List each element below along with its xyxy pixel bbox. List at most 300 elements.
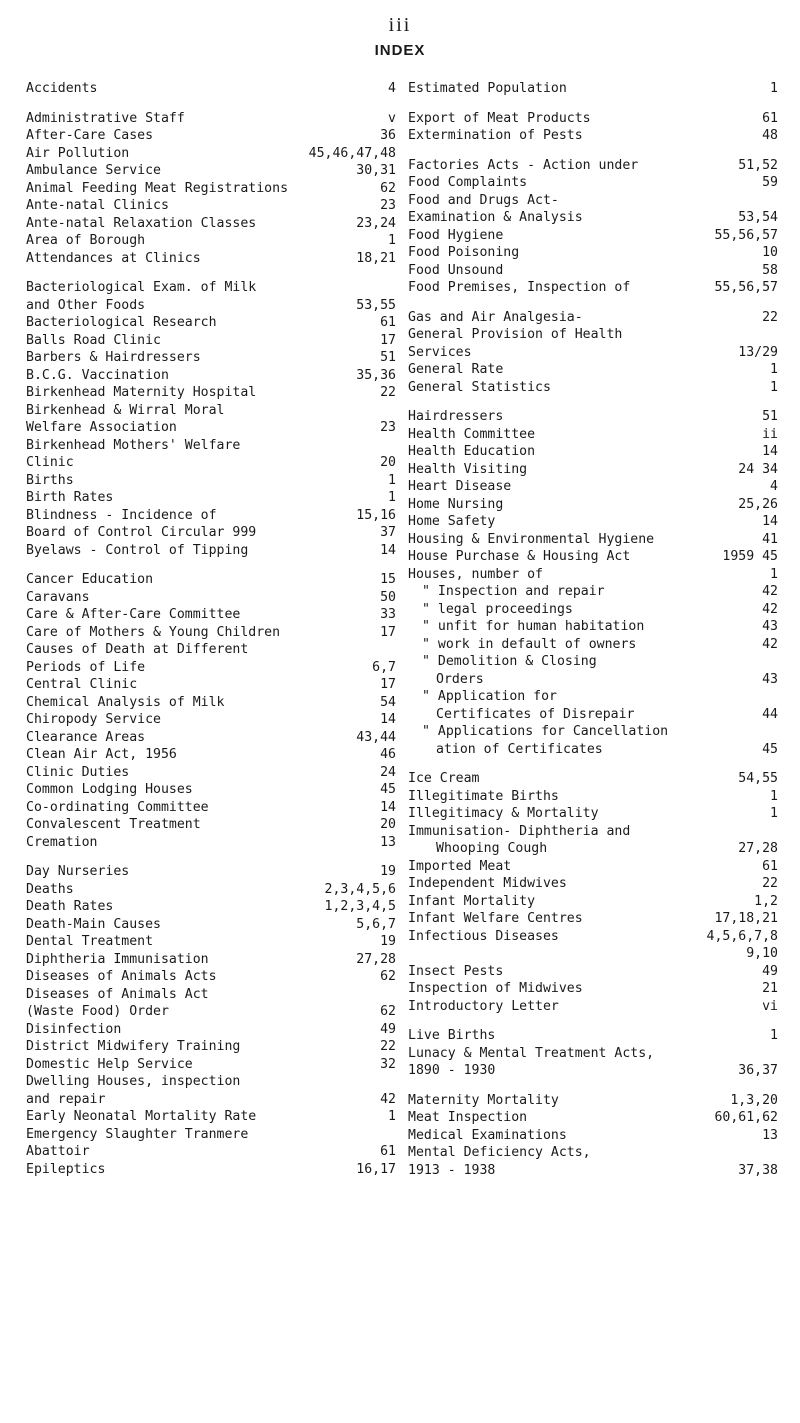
- index-entry-label: Maternity Mortality: [408, 1092, 559, 1108]
- index-entry: [408, 653, 778, 671]
- index-entry-label: Cancer Education: [26, 572, 154, 587]
- index-entry: [408, 262, 778, 280]
- index-entry-label: Introductory Letter: [408, 998, 559, 1014]
- index-entry-pages: 1: [770, 788, 778, 804]
- index-entry-label: " Inspection and repair: [422, 584, 605, 599]
- index-entry-label: Bacteriological Research: [26, 315, 217, 330]
- index-entry-label: Clearance Areas: [26, 729, 146, 745]
- index-entry: [26, 145, 396, 163]
- index-entry-label: Infant Mortality: [408, 893, 536, 909]
- index-entry: [408, 770, 778, 788]
- index-entry-label: Immunisation- Diphtheria and: [408, 823, 631, 839]
- index-entry: [408, 513, 778, 531]
- index-entry: [26, 641, 396, 659]
- index-entry-label: " work in default of owners: [422, 636, 637, 652]
- index-entry: [26, 367, 396, 385]
- index-entry: [26, 1038, 396, 1056]
- index-entry-pages: 42: [762, 584, 778, 599]
- index-entry-label: Bacteriological Exam. of Milk: [26, 280, 257, 295]
- index-entry: [408, 910, 778, 928]
- index-entry-pages: 23,24: [356, 215, 396, 231]
- index-entry-label: Diseases of Animals Act: [26, 986, 209, 1002]
- index-entry-label: Causes of Death at Different: [26, 642, 249, 657]
- index-entry-pages: 22: [762, 309, 778, 325]
- index-entry-label: General Statistics: [408, 379, 551, 395]
- index-entry: [408, 858, 778, 876]
- index-entry-pages: 30,31: [356, 163, 396, 178]
- index-entry: [408, 805, 778, 823]
- index-entry-label: Emergency Slaughter Tranmere: [26, 1126, 249, 1142]
- index-entry-pages: vi: [762, 998, 778, 1014]
- index-entry: [26, 729, 396, 747]
- index-entry-label: Barbers & Hairdressers: [26, 350, 201, 365]
- index-entry-label: 1890 - 1930: [408, 1063, 496, 1078]
- index-entry: [26, 162, 396, 180]
- index-entry: [26, 250, 396, 268]
- index-entry-pages: 32: [380, 1056, 396, 1072]
- index-entry: [408, 1127, 778, 1145]
- index-entry: [408, 840, 778, 858]
- section-gap: [26, 559, 396, 571]
- index-entry: [26, 472, 396, 490]
- index-entry: [408, 279, 778, 297]
- index-entry-pages: 1: [770, 1028, 778, 1043]
- index-entry-pages: 27,28: [356, 951, 396, 967]
- index-entry-pages: 1,2,3,4,5: [324, 899, 396, 914]
- index-entry-label: General Provision of Health: [408, 327, 623, 342]
- index-entry-pages: 24 34: [738, 461, 778, 477]
- index-entry: [408, 244, 778, 262]
- index-entry: [26, 816, 396, 834]
- index-entry-label: Ante-natal Relaxation Classes: [26, 215, 257, 231]
- index-entry: [408, 1162, 778, 1180]
- index-entry-pages: 22: [380, 385, 396, 400]
- index-entry: [408, 478, 778, 496]
- index-entry-label: ation of Certificates: [436, 741, 603, 757]
- index-entry: [408, 945, 778, 963]
- index-entry-pages: 49: [762, 963, 778, 979]
- index-entry-label: Services: [408, 344, 472, 360]
- index-entry: [26, 279, 396, 297]
- index-entry: [408, 583, 778, 601]
- index-entry-pages: 10: [762, 245, 778, 260]
- index-entry-label: Meat Inspection: [408, 1110, 528, 1125]
- index-entry-label: Food Unsound: [408, 262, 504, 278]
- index-entry-pages: 27,28: [738, 841, 778, 856]
- index-entry-pages: 17,18,21: [714, 911, 778, 926]
- index-entry-pages: 14: [380, 712, 396, 727]
- index-entry-pages: 45: [762, 741, 778, 757]
- index-entry-label: Dwelling Houses, inspection: [26, 1074, 241, 1089]
- index-entry-label: Extermination of Pests: [408, 128, 583, 143]
- section-gap: [26, 267, 396, 279]
- index-entry-pages: 13: [380, 834, 396, 850]
- index-entry-pages: 45,46,47,48: [308, 145, 396, 161]
- index-entry-label: Diseases of Animals Acts: [26, 969, 217, 984]
- index-entry-pages: 62: [380, 180, 396, 196]
- index-entry-label: Chiropody Service: [26, 712, 161, 727]
- index-entry-label: Accidents: [26, 81, 98, 96]
- index-entry: [26, 799, 396, 817]
- index-entry: [26, 951, 396, 969]
- index-entry-pages: 4,5,6,7,8: [706, 928, 778, 944]
- index-entry-pages: 4: [770, 479, 778, 494]
- index-entry: [408, 408, 778, 426]
- index-entry: [26, 898, 396, 916]
- index-entry-pages: 9,10: [746, 946, 778, 961]
- index-entry-label: Infant Welfare Centres: [408, 911, 583, 926]
- index-entry-label: Common Lodging Houses: [26, 782, 193, 797]
- index-entry-pages: 55,56,57: [714, 280, 778, 295]
- index-entry: [26, 764, 396, 782]
- index-entry: [26, 1073, 396, 1091]
- index-entry: [408, 443, 778, 461]
- index-entry-pages: 14: [762, 444, 778, 459]
- index-entry-label: Early Neonatal Mortality Rate: [26, 1109, 257, 1124]
- index-entry: [408, 741, 778, 759]
- index-entry: [26, 606, 396, 624]
- index-entry: [408, 531, 778, 549]
- section-gap: [408, 297, 778, 309]
- index-entry: [408, 566, 778, 584]
- index-entry-label: Blindness - Incidence of: [26, 507, 217, 523]
- index-entry: [26, 694, 396, 712]
- index-entry-label: Mental Deficiency Acts,: [408, 1145, 591, 1160]
- index-entry-label: Periods of Life: [26, 659, 146, 675]
- index-entry-pages: 61: [380, 315, 396, 330]
- index-entry: [408, 1027, 778, 1045]
- index-entry: [408, 1062, 778, 1080]
- index-right-column: [408, 80, 778, 1179]
- index-entry: [408, 998, 778, 1016]
- page-number: iii: [388, 14, 412, 36]
- index-entry-label: Imported Meat: [408, 858, 512, 874]
- index-entry-label: Byelaws - Control of Tipping: [26, 542, 249, 558]
- page-title: INDEX: [374, 42, 426, 59]
- index-entry-pages: 15: [380, 572, 396, 587]
- index-entry-label: Births: [26, 472, 74, 488]
- index-entry-label: Infectious Diseases: [408, 928, 559, 944]
- index-entry: [408, 192, 778, 210]
- index-entry-label: Home Safety: [408, 514, 496, 529]
- index-entry-label: " legal proceedings: [422, 601, 573, 617]
- index-entry-label: Ice Cream: [408, 771, 480, 786]
- index-entry-pages: ii: [762, 426, 778, 442]
- index-entry: [408, 127, 778, 145]
- index-entry-label: Abattoir: [26, 1144, 90, 1159]
- index-entry-label: Co-ordinating Committee: [26, 799, 209, 815]
- index-entry: [26, 863, 396, 881]
- index-entry: [26, 332, 396, 350]
- index-entry: [26, 659, 396, 677]
- section-gap: [408, 758, 778, 770]
- index-entry-pages: 45: [380, 782, 396, 797]
- index-entry-label: Birth Rates: [26, 490, 114, 505]
- index-entry-label: 1913 - 1938: [408, 1162, 496, 1178]
- index-entry-label: Board of Control Circular 999: [26, 525, 257, 540]
- index-entry: [408, 1092, 778, 1110]
- index-entry: [408, 496, 778, 514]
- index-entry-pages: 2,3,4,5,6: [324, 881, 396, 897]
- index-entry: [408, 601, 778, 619]
- index-entry-pages: 62: [380, 969, 396, 984]
- index-entry: [408, 788, 778, 806]
- index-entry-pages: 53,55: [356, 297, 396, 313]
- index-entry-label: Live Births: [408, 1028, 496, 1043]
- index-entry-label: Whooping Cough: [436, 841, 548, 856]
- index-entry-pages: v: [388, 110, 396, 126]
- index-entry: [408, 893, 778, 911]
- index-entry-label: Illegitimacy & Mortality: [408, 806, 599, 821]
- index-entry-label: Care & After-Care Committee: [26, 607, 241, 622]
- index-entry-label: and Other Foods: [26, 297, 146, 313]
- index-entry-pages: 42: [380, 1091, 396, 1107]
- index-entry-pages: 59: [762, 175, 778, 190]
- index-entry-label: Health Committee: [408, 426, 536, 442]
- index-entry-pages: 41: [762, 531, 778, 547]
- index-entry-label: Lunacy & Mental Treatment Acts,: [408, 1045, 655, 1061]
- index-entry: [26, 1091, 396, 1109]
- index-entry: [26, 215, 396, 233]
- index-entry-pages: 54,55: [738, 771, 778, 786]
- index-entry-label: Houses, number of: [408, 566, 543, 582]
- index-entry-label: Food Poisoning: [408, 245, 520, 260]
- section-gap: [26, 98, 396, 110]
- index-entry-pages: 14: [380, 799, 396, 815]
- index-entry-label: Ante-natal Clinics: [26, 198, 169, 213]
- index-entry: [408, 706, 778, 724]
- index-entry-pages: 1: [770, 379, 778, 395]
- index-entry-label: Home Nursing: [408, 496, 504, 512]
- index-entry: [26, 232, 396, 250]
- index-entry-label: Diphtheria Immunisation: [26, 951, 209, 967]
- index-entry: [26, 110, 396, 128]
- index-entry: [408, 361, 778, 379]
- index-entry-pages: 50: [380, 589, 396, 605]
- index-entry: [26, 402, 396, 420]
- index-entry-label: Food Premises, Inspection of: [408, 280, 631, 295]
- index-entry-label: Independent Midwives: [408, 876, 567, 891]
- index-entry: [408, 461, 778, 479]
- index-entry-pages: 17: [380, 332, 396, 348]
- index-entry-label: Ambulance Service: [26, 163, 161, 178]
- index-entry: [26, 349, 396, 367]
- index-entry: [408, 980, 778, 998]
- index-entry-label: Insect Pests: [408, 963, 504, 979]
- index-entry-label: Animal Feeding Meat Registrations: [26, 180, 289, 196]
- index-entry-pages: 14: [380, 542, 396, 558]
- index-entry-label: Inspection of Midwives: [408, 981, 583, 996]
- index-entry-label: After-Care Cases: [26, 128, 154, 143]
- index-entry: [26, 524, 396, 542]
- index-entry-pages: 58: [762, 262, 778, 278]
- index-entry-label: Dental Treatment: [26, 934, 154, 949]
- index-entry-pages: 36,37: [738, 1063, 778, 1078]
- index-entry-pages: 14: [762, 514, 778, 529]
- index-entry-pages: 49: [380, 1021, 396, 1037]
- index-entry: [26, 437, 396, 455]
- index-entry-label: Care of Mothers & Young Children: [26, 624, 281, 640]
- index-entry-pages: 61: [762, 858, 778, 874]
- index-entry: [408, 157, 778, 175]
- index-entry-pages: 18,21: [356, 250, 396, 266]
- index-entry-label: Certificates of Disrepair: [436, 706, 635, 722]
- index-entry-pages: 1: [770, 362, 778, 377]
- index-entry: [408, 636, 778, 654]
- index-entry-label: " Applications for Cancellation: [422, 724, 669, 739]
- index-entry-pages: 43,44: [356, 729, 396, 745]
- index-entry-pages: 20: [380, 817, 396, 832]
- index-entry: [26, 571, 396, 589]
- index-entry-label: (Waste Food) Order: [26, 1004, 169, 1019]
- index-entry-pages: 1: [388, 1109, 396, 1124]
- index-entry-label: House Purchase & Housing Act: [408, 549, 631, 564]
- index-entry-pages: 33: [380, 607, 396, 622]
- index-entry: [408, 174, 778, 192]
- index-entry-label: Hairdressers: [408, 409, 504, 424]
- index-entry: [26, 834, 396, 852]
- index-entry-label: Food and Drugs Act-: [408, 192, 559, 208]
- index-entry: [26, 1161, 396, 1179]
- index-entry-pages: 51: [762, 409, 778, 424]
- index-entry-label: and repair: [26, 1091, 106, 1107]
- index-entry-pages: 62: [380, 1004, 396, 1019]
- index-entry-label: B.C.G. Vaccination: [26, 367, 169, 383]
- index-entry-pages: 15,16: [356, 507, 396, 523]
- index-entry: [26, 1056, 396, 1074]
- index-entry-pages: 16,17: [356, 1161, 396, 1177]
- index-entry: [26, 419, 396, 437]
- index-entry-pages: 42: [762, 601, 778, 617]
- index-entry-label: Cremation: [26, 834, 98, 850]
- index-entry-pages: 23: [380, 420, 396, 435]
- index-entry: [408, 379, 778, 397]
- index-entry-pages: 1,3,20: [730, 1092, 778, 1108]
- index-entry-pages: 60,61,62: [714, 1110, 778, 1125]
- index-entry-label: " Application for: [422, 689, 557, 704]
- index-entry: [26, 314, 396, 332]
- index-entry-pages: 37,38: [738, 1162, 778, 1178]
- index-entry-pages: 13: [762, 1127, 778, 1143]
- index-entry-label: Central Clinic: [26, 677, 138, 692]
- index-entry: [26, 1143, 396, 1161]
- index-entry: [26, 589, 396, 607]
- index-entry-pages: 46: [380, 747, 396, 762]
- index-entry: [26, 489, 396, 507]
- index-entry-pages: 42: [762, 636, 778, 652]
- index-entry: [26, 933, 396, 951]
- index-entry: [26, 746, 396, 764]
- index-entry-pages: 22: [380, 1039, 396, 1054]
- section-gap: [408, 396, 778, 408]
- index-entry: [408, 227, 778, 245]
- index-entry-label: Chemical Analysis of Milk: [26, 694, 225, 710]
- index-entry-pages: 1: [770, 566, 778, 582]
- index-entry: [26, 180, 396, 198]
- index-entry: [26, 384, 396, 402]
- index-entry-label: Health Visiting: [408, 461, 528, 477]
- index-entry-pages: 25,26: [738, 496, 778, 512]
- index-entry-pages: 1: [388, 233, 396, 248]
- index-entry: [26, 197, 396, 215]
- index-entry-pages: 48: [762, 128, 778, 143]
- section-gap: [408, 1080, 778, 1092]
- index-entry-label: Heart Disease: [408, 479, 512, 494]
- index-entry-label: Air Pollution: [26, 145, 130, 161]
- index-entry: [408, 618, 778, 636]
- index-entry-label: Food Complaints: [408, 175, 528, 190]
- section-gap: [408, 1015, 778, 1027]
- index-entry-label: Birkenhead & Wirral Moral: [26, 402, 225, 418]
- index-entry: [26, 1003, 396, 1021]
- index-entry-pages: 1,2: [754, 893, 778, 909]
- index-entry: [26, 1021, 396, 1039]
- index-entry: [408, 326, 778, 344]
- index-entry: [26, 507, 396, 525]
- index-entry-label: Birkenhead Maternity Hospital: [26, 385, 257, 400]
- section-gap: [26, 851, 396, 863]
- index-entry: [26, 711, 396, 729]
- index-entry-label: Export of Meat Products: [408, 110, 591, 126]
- index-entry: [26, 968, 396, 986]
- index-entry-pages: 37: [380, 525, 396, 540]
- index-entry: [26, 624, 396, 642]
- index-entry-label: Balls Road Clinic: [26, 332, 161, 348]
- index-entry-label: Day Nurseries: [26, 864, 130, 879]
- index-entry-label: Estimated Population: [408, 81, 567, 96]
- index-entry-label: Medical Examinations: [408, 1127, 567, 1143]
- index-entry-pages: 43: [762, 619, 778, 634]
- index-entry-label: Food Hygiene: [408, 227, 504, 243]
- index-entry-pages: 13/29: [738, 344, 778, 360]
- index-entry: [408, 1109, 778, 1127]
- index-entry-pages: 20: [380, 455, 396, 470]
- index-entry: [408, 426, 778, 444]
- index-entry: [26, 297, 396, 315]
- index-entry: [408, 875, 778, 893]
- index-entry: [26, 80, 396, 98]
- index-entry: [26, 676, 396, 694]
- index-entry: [408, 723, 778, 741]
- index-entry-label: Birkenhead Mothers' Welfare: [26, 437, 241, 453]
- index-entry-pages: 55,56,57: [714, 227, 778, 243]
- index-entry-label: Clinic: [26, 455, 74, 470]
- index-entry: [26, 986, 396, 1004]
- index-entry-pages: 44: [762, 706, 778, 722]
- index-entry-label: Death Rates: [26, 899, 114, 914]
- index-entry-pages: 22: [762, 876, 778, 891]
- index-entry-label: Health Education: [408, 444, 536, 459]
- index-entry-pages: 21: [762, 981, 778, 996]
- index-left-column: [26, 80, 396, 1178]
- index-entry: [408, 963, 778, 981]
- index-entry: [26, 127, 396, 145]
- index-entry-label: Attendances at Clinics: [26, 250, 201, 266]
- index-entry-label: Gas and Air Analgesia-: [408, 309, 583, 325]
- index-entry-pages: 5,6,7: [356, 916, 396, 932]
- index-entry-label: Illegitimate Births: [408, 788, 559, 804]
- index-entry-pages: 4: [388, 81, 396, 96]
- index-entry: [408, 928, 778, 946]
- index-entry: [408, 671, 778, 689]
- index-entry: [26, 1108, 396, 1126]
- index-entry-label: District Midwifery Training: [26, 1039, 241, 1054]
- index-entry-label: Factories Acts - Action under: [408, 157, 639, 173]
- index-entry-pages: 61: [762, 110, 778, 126]
- index-entry-label: Orders: [436, 671, 484, 687]
- index-entry-pages: 54: [380, 694, 396, 710]
- index-entry-label: Area of Borough: [26, 233, 146, 248]
